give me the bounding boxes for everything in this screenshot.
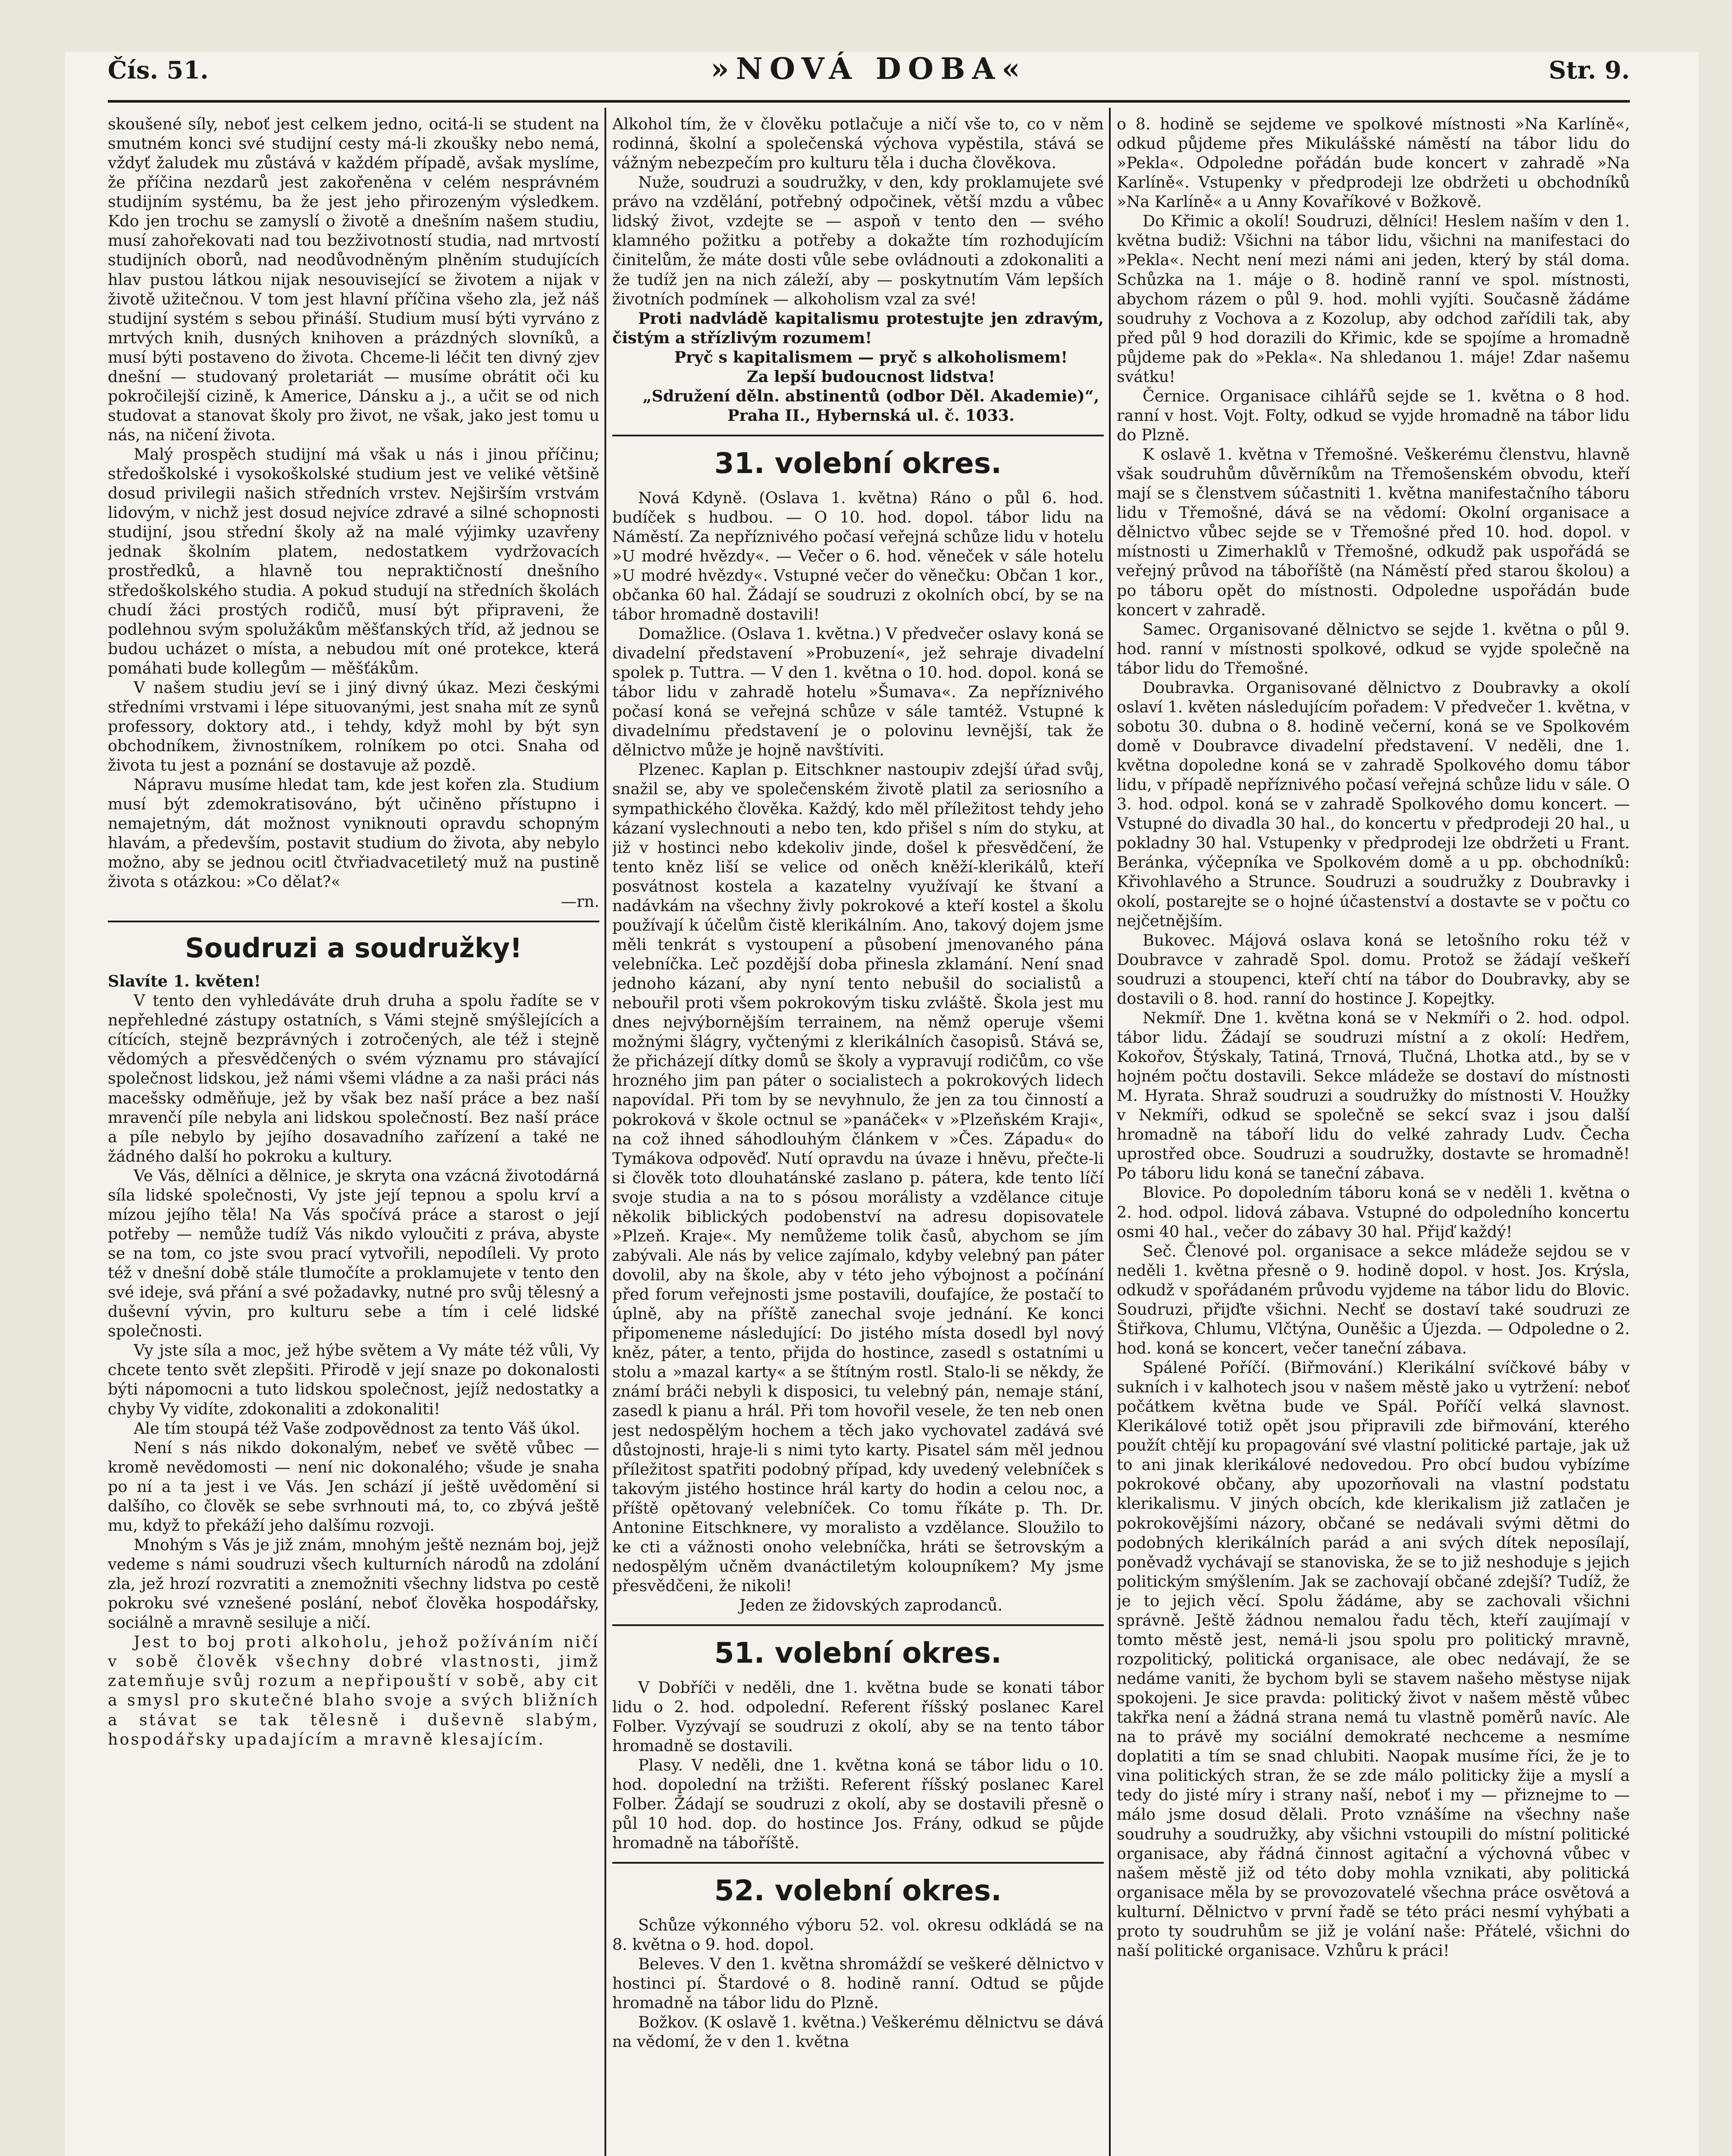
article-slogan: Proti nadvládě kapitalismu protestujte jen zdravým, čistým a střízlivým rozumem! — [612, 309, 1104, 347]
article-separator — [612, 1624, 1104, 1626]
column-1 — [108, 114, 599, 2156]
news-item: Černice. Organisace cihlářů sejde se 1. května o 8 hod. ranní v host. Vojt. Folty, odkud se vyjde hromadně na tábor lidu do Plzně. — [1117, 386, 1630, 444]
article-paragraph: Nuže, soudruzi a soudružky, v den, kdy proklamujete své právo na vzdělání, potřebný odpočinek, větší mzdu a vůbec lidský život, vzdejte se — aspoň v tento den — svého klamného požitku a potřeby a dokažte tím rozhodujícím činitelům, že máte dosti vůle sebe ovládnouti a zdokonaliti a že tudíž jen na nich záleží, aby — poskytnutím Vám lepších životních podmínek — alkoholism vzal za své! — [612, 173, 1104, 308]
article-paragraph: Malý prospěch studijní má však u nás i jinou příčinu; středoškolské i vysokoškolské studium jest ve veliké většině dosud privilegii našich středních vrstev. Nejširším vrstvám lidovým, v nichž jest dosud nejvíce zdravé a silné schopnosti studijní, jsou střední školy až na malé výjimky uzavřeny jednak školním platem, nedostatkem vydržovacích prostředků, a hlavně tou nepraktičností dnešního středoškolského studia. A pokud studují na středních školách chudí žáci prostých rodičů, musí být připraveni, že podlehnou svým spolužákům měšťanských tříd, až jednou se budou ucházet o místa, a nebudou mít oné protekce, která pomáhati bude kollegům — měšťákům. — [108, 445, 599, 677]
news-item: Beleves. V den 1. května shromáždí se veškeré dělnictvo v hostinci pí. Štardové o 8. hodině ranní. Odtud se půjde hromadně na tábor lidu do Plzně. — [612, 1954, 1104, 2012]
section-heading: 31. volební okres. — [714, 447, 1002, 480]
header-rule — [108, 100, 1630, 103]
news-item: Do Křimic a okolí! Soudruzi, dělníci! Heslem naším v den 1. května budiž: Všichni na tábor lidu, všichni na manifestaci do »Pekla«. Necht není mezi námi ani jeden, který by stál doma. Schůzka na 1. máje o 8. hodině ranní ve spol. místnosti, abychom rázem o půl 9. hod. mohli vyjíti. Současně žádáme soudruhy z Vochova a z Kozolup, aby odchod zařídili tak, aby před půl 9 hod dorazili do Křimic, kde se spojíme a hromadně půjdeme pak do »Pekla«. Na shledanou 1. máje! Zdar našemu svátku! — [1117, 212, 1630, 386]
article-signature: Jeden ze židovských zaprodanců. — [739, 1596, 1003, 1615]
issue-number: Čís. 51. — [108, 56, 209, 85]
article-paragraph: Alkohol tím, že v člověku potlačuje a ničí vše to, co v něm rodinná, školní a společenská výchova vypěstila, stává se vážným nebezpečím pro kulturu těla i ducha člověkova. — [612, 115, 1104, 172]
article-signature: „Sdružení děln. abstinentů (odbor Děl. Akademie)“, — [642, 386, 1099, 405]
news-item: K oslavě 1. května v Třemošné. Veškerému členstvu, hlavně však soudruhům důvěrníkům na Třemošenském obvodu, kteří mají se s členstvem súčastniti 1. května manifestačního táboru lidu v Třemošné, dává se na vědomí: Okolní organisace a dělnictvo vůbec sejde se v Třemošné před 10. hod. dopol. v místnosti u Zimerhaklů v Třemošné, odkudž pak uspořádá se veřejný průvod na táboříště (na Náměstí před starou školou) a po táboru opět do místnosti. Odpoledne uspořádán bude koncert v zahradě. — [1117, 445, 1630, 619]
news-item: Nová Kdyně. (Oslava 1. května) Ráno o půl 6. hod. budíček s hudbou. — O 10. hod. dopol. tábor lidu na Náměstí. Za nepříznivého počasí veřejná schůze lidu v hotelu »U modré hvězdy«. — Večer o 6. hod. věneček v sále hotelu »U modré hvězdy«. Vstupné večer do věnečku: Občan 1 kor., občanka 60 hal. Žádají se soudruzi z okolních obcí, by se na tábor hromadně dostavili! — [612, 488, 1104, 624]
article-signature: —rn. — [561, 892, 599, 911]
news-item: Blovice. Po dopoledním táboru koná se v neděli 1. května o 2. hod. odpol. lidová zábava. Vstupné do odpoledního koncertu osmi 40 hal., večer do zábavy 30 hal. Přijď každý! — [1117, 1183, 1630, 1241]
article-paragraph: Jest to boj proti alkoholu, jehož požíváním ničí v sobě člověk všechny dobré vlastnosti, jimž zatemňuje svůj rozum a nepřipouští v sobě, aby cit a smysl pro skutečné blaho svoje a svých bližních a stávat se tak tělesně i duševně slabým, hospodářsky upadajícím a mravně klesajícím. — [108, 1633, 599, 1749]
news-item: Domažlice. (Oslava 1. května.) V předvečer oslavy koná se divadelní představení »Probuzení«, jež sehraje divadelní spolek p. Tuttra. — V den 1. května o 10. hod. dopol. koná se tábor lidu v zahradě hotelu »Šumava«. Za nepříznivého počasí koná se veřejná schůze v sále tamtéž. Vstupné k divadelnímu představení je o polovinu levnější, tak že dělnictvo může je hojně navštíviti. — [612, 624, 1104, 760]
article-paragraph: Ale tím stoupá též Vaše zodpovědnost za tento Váš úkol. — [134, 1419, 580, 1438]
news-item: Seč. Členové pol. organisace a sekce mládeže sejdou se v neděli 1. května přesně o 9. hodině dopol. v host. Jos. Krýsla, odkudž v spořádaném průvodu vyjdeme na tábor lidu do Blovic. Soudruzi, přijďte všichni. Nechť se dostaví také soudruzi ze Štiřkova, Chlumu, Vlčtýna, Ouněšic a Újezda. — Odpoledne o 2. hod. koná se koncert, večer taneční zábava. — [1117, 1241, 1630, 1357]
page-number: Str. 9. — [1548, 56, 1630, 85]
column-divider — [604, 108, 606, 2156]
article-subheading: Slavíte 1. květen! — [108, 972, 261, 991]
article-separator — [108, 921, 599, 922]
newspaper-title: »NOVÁ DOBA« — [711, 52, 1027, 86]
section-heading: 51. volební okres. — [714, 1636, 1002, 1670]
article-paragraph: V tento den vyhledáváte druh druha a spolu řadíte se v nepřehledné zástupy ostatních, s Vámi stejně smýšlejících a cítících, stejně bezprávných i zotročených, ale též i stejně vědomých a přesvědčených o svém významu pro stávající společnost lidskou, jež námi všemi vládne a za naši práci nás macešsky odměňuje, jež by však bez naší práce a bez naší mravenčí píle nebyla ani lidskou společností. Bez naší práce a píle nebylo by jejího dosavadního zařízení a také ne žádného další ho pokroku a kultury. — [108, 991, 599, 1166]
news-item: Plzenec. Kaplan p. Eitschkner nastoupiv zdejší úřad svůj, snažil se, aby ve společenském životě platil za seriosního a sympathického člověka. Každý, kdo měl příležitost tehdy jeho kázaní vyslechnouti a nebo ten, kdo přišel s ním do styku, at již v hostinci nebo kdekoliv jinde, došel k přesvědčení, že tento kněz liší se velice od oněch kněží-klerikálů, kteří posvátnost kostela a kazatelny využívají ke štvaní a nadávkám na všechny živly pokrokové a kteří kostel a školu používají k účelům čistě klerikálním. Ano, takový dojem jsme měli tenkrát s vystoupení a působení jmenovaného pána velebníčka. Leč pozdější doba přinesla zklamání. Není snad jednoho kázaní, aby nyní tento nebušil do socialistů a nebouřil proti všem pokrokovým tisku zvláště. Škola jest mu dnes nejvýbornějším terrainem, na němž operuje všemi možnými šlágry, vyčtenými z klerikálních časopisů. Stává se, že přicházejí dítky domů se školy a vypravují rodičům, co vše hrozného jim pan páter o socialistech a pokrokových lidech napovídal. Při tom by se nevyhnulo, že jen za tou činností a pokroková v škole octnul se »panáček« v »Plzeňském Kraji«, na což ihned sáhodlouhým článkem v »Čes. Západu« do Tymákova odpověď. Nutí opravdu na úvaze i hněvu, přečte-li si člověk toto dlouhatánské zaslano p. pátera, kde tento líčí svoje studia a na to s pósou morálisty a vzdělance cituje několik biblických podobenství na adresu dopisovatele »Plzeň. Kraje«. My nemůžeme tolik časů, abychom se jím zabývali. Ale nás by velice zajímalo, kdyby velebný pan páter dovolil, aby na škole, aby v této jeho výbojnost a počínání před forum veřejnosti jsme postavili, doufajíce, že postačí to úplně, aby na příště zanechal svoje jednání. Ke konci připomeneme následující: Do jistého místa dosedl byl nový kněz, páter, a tento, přijda do hostince, zasedl s ostatními u stolu a »mazal karty« a se štítným rostl. Stalo-li se někdy, že známí bráči nebyli k disposici, tu velebný pán, nemaje stání, zasedl k pianu a hrál. Při tom hovořil vesele, že ten neb onen jest nedospělým hochem a těch jako vychovatel zadává své důstojnosti, hraje-li s nimi tyto karty. Pisatel sám měl jednou příležitost spatřiti podobný případ, kdy uvedený velebníček s takovým jistého hostince hrál karty do hodin a celou noc, a příště opětovaný velebníček. Co tomu říkáte p. Th. Dr. Antonine Eitschknere, vy moralisto a vzdělance. Sloužilo to ke cti a vážnosti onoho velebníčka, hráti se šetrovským a nedospělým učněm dvanáctiletým koloupníkem? My jsme přesvědčeni, že nikoli! — [612, 760, 1104, 1595]
news-item: Doubravka. Organisované dělnictvo z Doubravky a okolí oslaví 1. květen následujícím pořadem: V předvečer 1. května, v sobotu 30. dubna o 8. hodině večerní, koná se ve Spolkovém domě v Doubravce divadelní představení. V neděli, dne 1. května dopoledne koná se v zahradě Spolkového domu tábor lidu, v případě nepříznivého počasí veřejná schůze lidu v sále. O 3. hod. odpol. koná se v zahradě Spolkového domu koncert. — Vstupné do divadla 30 hal., do koncertu v předprodeji 20 hal., u pokladny 30 hal. Vstupenky v předprodeji lze obdržeti u Frant. Beránka, výčepníka ve Spolkovém domě a u pp. obchodníků: Křivohlavého a Strunce. Soudruzi a soudružky z Doubravky i okolí, postarejte se o hojné účastenství a dostavte se v počtu co nejčetnějším. — [1117, 678, 1630, 930]
news-item: Spálené Poříčí. (Biřmování.) Klerikální svíčkové báby v sukních i v kalhotech jsou v našem městě jako u vytržení: neboť počátkem května bude ve Spál. Poříčí velká slavnost. Klerikálové totiž opět jsou připravili zde biřmování, kterého použít chtějí ku propagování své vlastní politické partaje, jak už to ani jinak klerikálové nedovedou. Pro obcí budou vybízíme pokrokové občany, aby upozorňovali na vlastní podstatu klerikalismu. V jiných obcích, kde klerikalism již zatlačen je pokrokovějšími názory, občané se nedávali svými dětmi do podobných klerikálních parád a ani svých dítek neposílají, poněvadž vychávají se stanoviska, že se to již neshoduje s jejich politickým smýšlením. Jak se zachovají občané zdejší? Tudíž, že je to jejich věcí. Spolu žádáme, aby se zachovali všichni správně. Ještě žádnou nemalou řadu těch, kteří zaujímají v tomto městě jest, nemá-li jsou spolu pro politický mravně, rozpolitický, politická organisace, ale obec nedávají, že se nedáme vaniti, že bychom byli se stavem našeho městyse nijak spokojeni. Je sice pravda: politický život v našem městě vůbec takřka není a žádná strana nemá tu vlastně poměrů navíc. Ale na to právě my sociální demokraté nechceme a nesmíme doplatiti a tím se snad chlubiti. Naopak musíme říci, že je to vina politických stran, že se zde málo politicky žije a myslí a tedy do jisté míry i strany naší, neboť i my — přiznejme to — málo jsme dosud dělali. Proto vznášíme na všechny naše soudruhy a soudružky, aby všichni vstoupili do místní politické organisace, aby řádná činnost agitační a výchovná vůbec v našem městě již od této doby mohla vznikati, aby politická organisace měla by se provozovatelé všechna práce osvětová a kulturní. Dělnictvo v první řadě se této práci nesmí vyhýbati a proto ty soudruhům se již je volání naše: Přátelé, všichni do naší politické organisace. Vzhůru k práci! — [1117, 1358, 1630, 1960]
column-2 — [612, 114, 1104, 2156]
article-separator — [612, 435, 1104, 436]
article-slogan: Za lepší budoucnost lidstva! — [747, 367, 995, 386]
news-item: V Dobříči v neděli, dne 1. května bude se konati tábor lidu o 2. hod. odpolední. Referent říšský poslanec Karel Folber. Vyzývají se soudruzi z okolí, aby se na tento tábor hromadně se dostavili. — [612, 1678, 1104, 1755]
column-3 — [1117, 114, 1630, 2156]
article-paragraph: V našem studiu jeví se i jiný divný úkaz. Mezi českými středními vrstvami i lépe situovanými, jest snaha mít ze synů professory, doktory atd., i tehdy, když mohl by být syn obchodníkem, živnostníkem, rolníkem po otci. Snaha od života tu jest a poznání se dostavuje až pozdě. — [108, 678, 599, 775]
article-paragraph: Ve Vás, dělníci a dělnice, je skryta ona vzácná životodárná síla lidské společnosti, Vy jste její tepnou a spolu krví a mízou jejího těla! Na Vás spočívá práce a starost o její potřeby — nemůže tudíž Vás nikdo vyloučiti z práva, abyste se na tom, co jste svou prací vytvořili, nepodíleli. Vy proto též v dnešní době stále tlumočíte a proklamujete v tento den své ideje, svá přání a své požadavky, nutné pro svůj tělesný a duševní vývin, pro kulturu sebe a tím i celé lidské společnosti. — [108, 1166, 599, 1341]
news-item: Samec. Organisované dělnictvo se sejde 1. května o půl 9. hod. ranní v místnosti spolkové, odkud se vyjde společně na tábor lidu do Třemošné. — [1117, 620, 1630, 677]
article-paragraph: Mnohým s Vás je již znám, mnohým ještě neznám boj, jejž vedeme s námi soudruzi všech kulturních národů na zdolání zla, jež hrozí rozvratiti a znemožniti všechny lidstva po cestě pokroku své vznešené poslání, neboť člověka hospodářsky, sociálně a mravně sesiluje a ničí. — [108, 1535, 599, 1632]
article-slogan: Pryč s kapitalismem — pryč s alkoholismem! — [674, 348, 1068, 367]
section-heading: 52. volební okres. — [714, 1874, 1002, 1908]
article-signature-address: Praha II., Hybernská ul. č. 1033. — [727, 406, 1015, 425]
article-paragraph: Vy jste síla a moc, jež hýbe světem a Vy máte též vůli, Vy chcete tento svět zlepšiti. Přirodě v její snaze po dokonalosti býti nápomocni a tuto lidskou společnost, jejíž nedostatky a chyby Vy vidíte, zdokonaliti a zdokonaliti! — [108, 1341, 599, 1418]
news-item: Plasy. V neděli, dne 1. května koná se tábor lidu o 10. hod. dopolední na tržišti. Referent říšský poslanec Karel Folber. Žádají se soudruzi z okolí, aby se dostavili přesně o půl 10 hod. dop. do hostince Jos. Frány, odkud se půjde hromadně na táboříště. — [612, 1755, 1104, 1852]
article-separator — [612, 1862, 1104, 1864]
news-item: Schůze výkonného výboru 52. vol. okresu odkládá se na 8. května o 9. hod. dopol. — [612, 1915, 1104, 1954]
page-header — [108, 52, 1630, 99]
column-divider — [1109, 108, 1111, 2156]
news-item: Božkov. (K oslavě 1. května.) Veškerému dělnictvu se dává na vědomí, že v den 1. května — [612, 2013, 1104, 2051]
article-paragraph: Nápravu musíme hledat tam, kde jest kořen zla. Studium musí být zdemokratisováno, být učiněno přístupno i nemajetným, dát možnost vyniknouti opravdu schopným hlavám, a především, postavit studium do života, aby nebylo možno, aby se jednou ocitl čtvřiadvacetiletý muž na pustině života s otázkou: »Co dělat?« — [108, 775, 599, 891]
news-item: Nekmíř. Dne 1. května koná se v Nekmíři o 2. hod. odpol. tábor lidu. Žádají se soudruzi místní a z okolí: Hedřem, Kokořov, Štýskaly, Tatiná, Trnová, Tlučná, Lhotka atd., by se v hojném počtu dostavili. Sekce mládeže se dostaví do místnosti M. Hyrata. Shraž soudruzi a soudružky do místnosti V. Houžky v Nekmíři, odkud se společně se sekcí svaz i jsou další hromadně na táboří lidu do velké zahrady Ludv. Čecha uprostřed obce. Soudruzi a soudružky, dostavte se hromadně! Po táboru lidu koná se taneční zábava. — [1117, 1008, 1630, 1183]
article-headline: Soudruzi a soudružky! — [185, 932, 522, 964]
news-item: o 8. hodině se sejdeme ve spolkové místnosti »Na Karlíně«, odkud půjdeme přes Mikulášské náměstí na tábor lidu do »Pekla«. Odpoledne pořádán bude koncert v zahradě »Na Karlíně«. Vstupenky v předprodeji lze obdržeti u obchodníků »Na Karlíně« a u Anny Kovaříkové v Božkově. — [1117, 115, 1630, 211]
article-paragraph: skoušené síly, neboť jest celkem jedno, ocitá-li se student na smutném konci své studijní cesty má-li zkoušky nebo nemá, vždyť žaludek mu zůstává v každém případě, avšak myslíme, že příčina nezdarů jest zakořeněna v celém nesprávném studijním systému, ba že jest jeho přirozeným výsledkem. Kdo jen trochu se zamyslí o životě a dnešním našem studiu, musí zahořekovati nad tou bezživotností studia, nad mrtvostí studijních oborů, nad neodůvodněným plněním studujících hlav pustou látkou nijak nesouvisející se životem a nijak v životě užitečnou. V tom jest hlavní příčina všeho zla, jež náš studijní systém s sebou přináší. Studium musí býti vyrváno z mrtvých knih, dusných knihoven a prázdných slovníků, a musí býti postaveno do života. Chceme-li léčit ten divný zjev dnešní — studovaný proletariát — musíme obrátit oči ku pokročilejší cizině, k Americe, Dánsku a j., a učit se od nich studovat a stanovat školy pro život, ne však, jako jest tomu u nás, na ničení života. — [108, 115, 599, 444]
news-item: Bukovec. Májová oslava koná se letošního roku též v Doubravce v zahradě Spol. domu. Protož se žádají veškeří soudruzi a stoupenci, kteří chtí na tábor do Doubravky, aby se dostavili o 8. hod. ranní do hostince J. Kopejtky. — [1117, 931, 1630, 1008]
article-paragraph: Není s nás nikdo dokonalým, nebeť ve světě vůbec — kromě nevědomosti — není nic dokonalého; všude je snaha po ní a ta jest i ve Vás. Jen schází jí ještě uvědomění si dalšího, co člověk se sebe svrhnouti má, to, co zbývá ještě mu, když to překáží jeho dalšímu rozvoji. — [108, 1438, 599, 1535]
